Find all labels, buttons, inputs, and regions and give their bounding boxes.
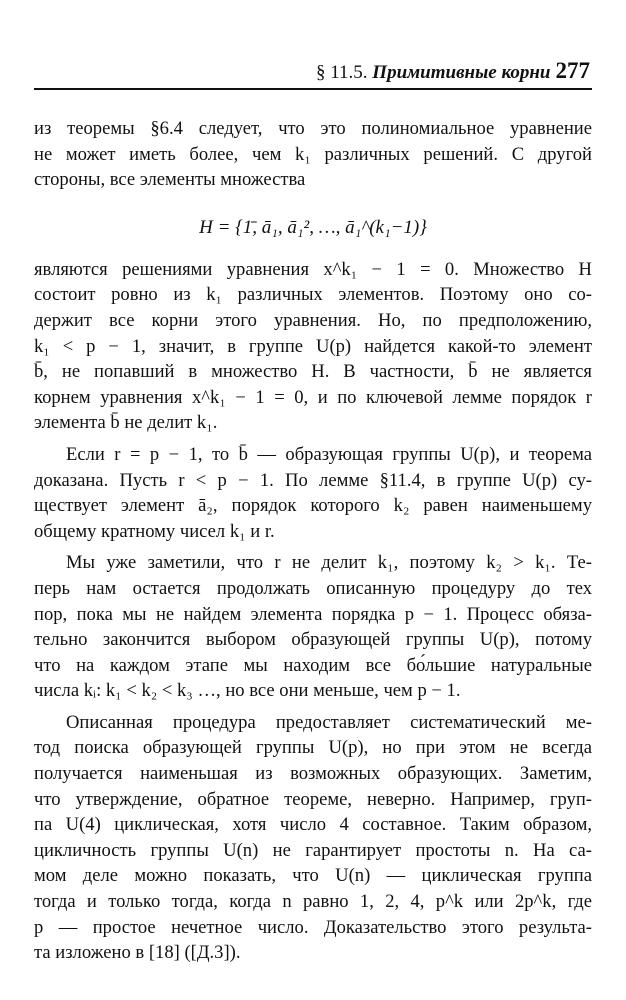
- paragraph: [34, 116, 592, 193]
- running-header: [34, 60, 592, 90]
- text-line: Описанная процедура предоставляет систематический ме-: [66, 711, 592, 733]
- page-body: [34, 116, 592, 966]
- text-line: состоит ровно из k₁ различных элементов. Поэтому оно со-: [34, 284, 592, 306]
- text-line: корнем уравнения x^k₁ − 1 = 0, и по ключевой лемме порядок r: [34, 386, 592, 408]
- text-line: пор, пока мы не найдем элемента порядка p − 1. Процесс обяза-: [34, 603, 592, 625]
- text-line: стороны, все элементы множества: [34, 169, 306, 191]
- section-title: Примитивные корни: [372, 62, 551, 83]
- text-line: Мы уже заметили, что r не делит k₁, поэтому k₂ > k₁. Те-: [66, 552, 592, 574]
- paragraph: [34, 442, 592, 544]
- text-line: та изложено в [18] ([Д.3]).: [34, 942, 241, 964]
- text-line: держит все корни этого уравнения. Но, по предположению,: [34, 309, 592, 331]
- text-line: общему кратному чисел k₁ и r.: [34, 520, 275, 542]
- page-number: 277: [555, 58, 590, 83]
- text-line: тогда и только тогда, когда n равно 1, 2, 4, p^k или 2p^k, где: [34, 891, 592, 913]
- paragraph: [34, 710, 592, 966]
- display-formula: H = {1̄, ā₁, ā₁², …, ā₁^(k₁−1)}: [199, 216, 427, 238]
- text-line: b̄, не попавший в множество H. В частности, b̄ не является: [34, 361, 592, 383]
- text-line: являются решениями уравнения x^k₁ − 1 = 0. Множество H: [34, 258, 592, 280]
- text-line: k₁ < p − 1, значит, в группе U(p) найдется какой-то элемент: [34, 335, 592, 357]
- header-section: [316, 62, 551, 84]
- text-line: тод поиска образующей группы U(p), но при этом не всегда: [34, 737, 592, 759]
- text-line: па U(4) циклическая, хотя число 4 составное. Таким образом,: [34, 814, 592, 836]
- text-line: получается наименьшая из возможных образующих. Заметим,: [34, 763, 592, 785]
- text-line: что утверждение, обратное теореме, неверно. Например, груп-: [34, 788, 592, 810]
- text-line: p — простое нечетное число. Доказательство этого результа-: [34, 916, 592, 938]
- section-number: § 11.5.: [316, 62, 368, 83]
- text-line: доказана. Пусть r < p − 1. По лемме §11.4, в группе U(p) су-: [34, 469, 592, 491]
- text-line: тельно закончится выбором образующей группы U(p), потому: [34, 629, 592, 651]
- text-line: Если r = p − 1, то b̄ — образующая группы U(p), и теорема: [66, 443, 592, 465]
- paragraph: [34, 257, 592, 436]
- text-line: числа kᵢ: k₁ < k₂ < k₃ …, но все они меньше, чем p − 1.: [34, 680, 461, 702]
- text-line: не может иметь более, чем k₁ различных решений. С другой: [34, 143, 592, 165]
- text-line: перь нам остается продолжать описанную процедуру до тех: [34, 577, 592, 599]
- text-line: элемента b̄ не делит k₁.: [34, 412, 218, 434]
- text-line: ществует элемент ā₂, порядок которого k₂ равен наименьшему: [34, 495, 592, 517]
- text-line: из теоремы §6.4 следует, что это полиномиальное уравнение: [34, 118, 592, 139]
- text-line: цикличность группы U(n) не гарантирует простоты n. На са-: [34, 839, 592, 861]
- text-line: мом деле можно показать, что U(n) — циклическая группа: [34, 865, 592, 887]
- paragraph: [34, 550, 592, 704]
- text-line: что на каждом этапе мы находим все бо́льшие натуральные: [34, 654, 592, 676]
